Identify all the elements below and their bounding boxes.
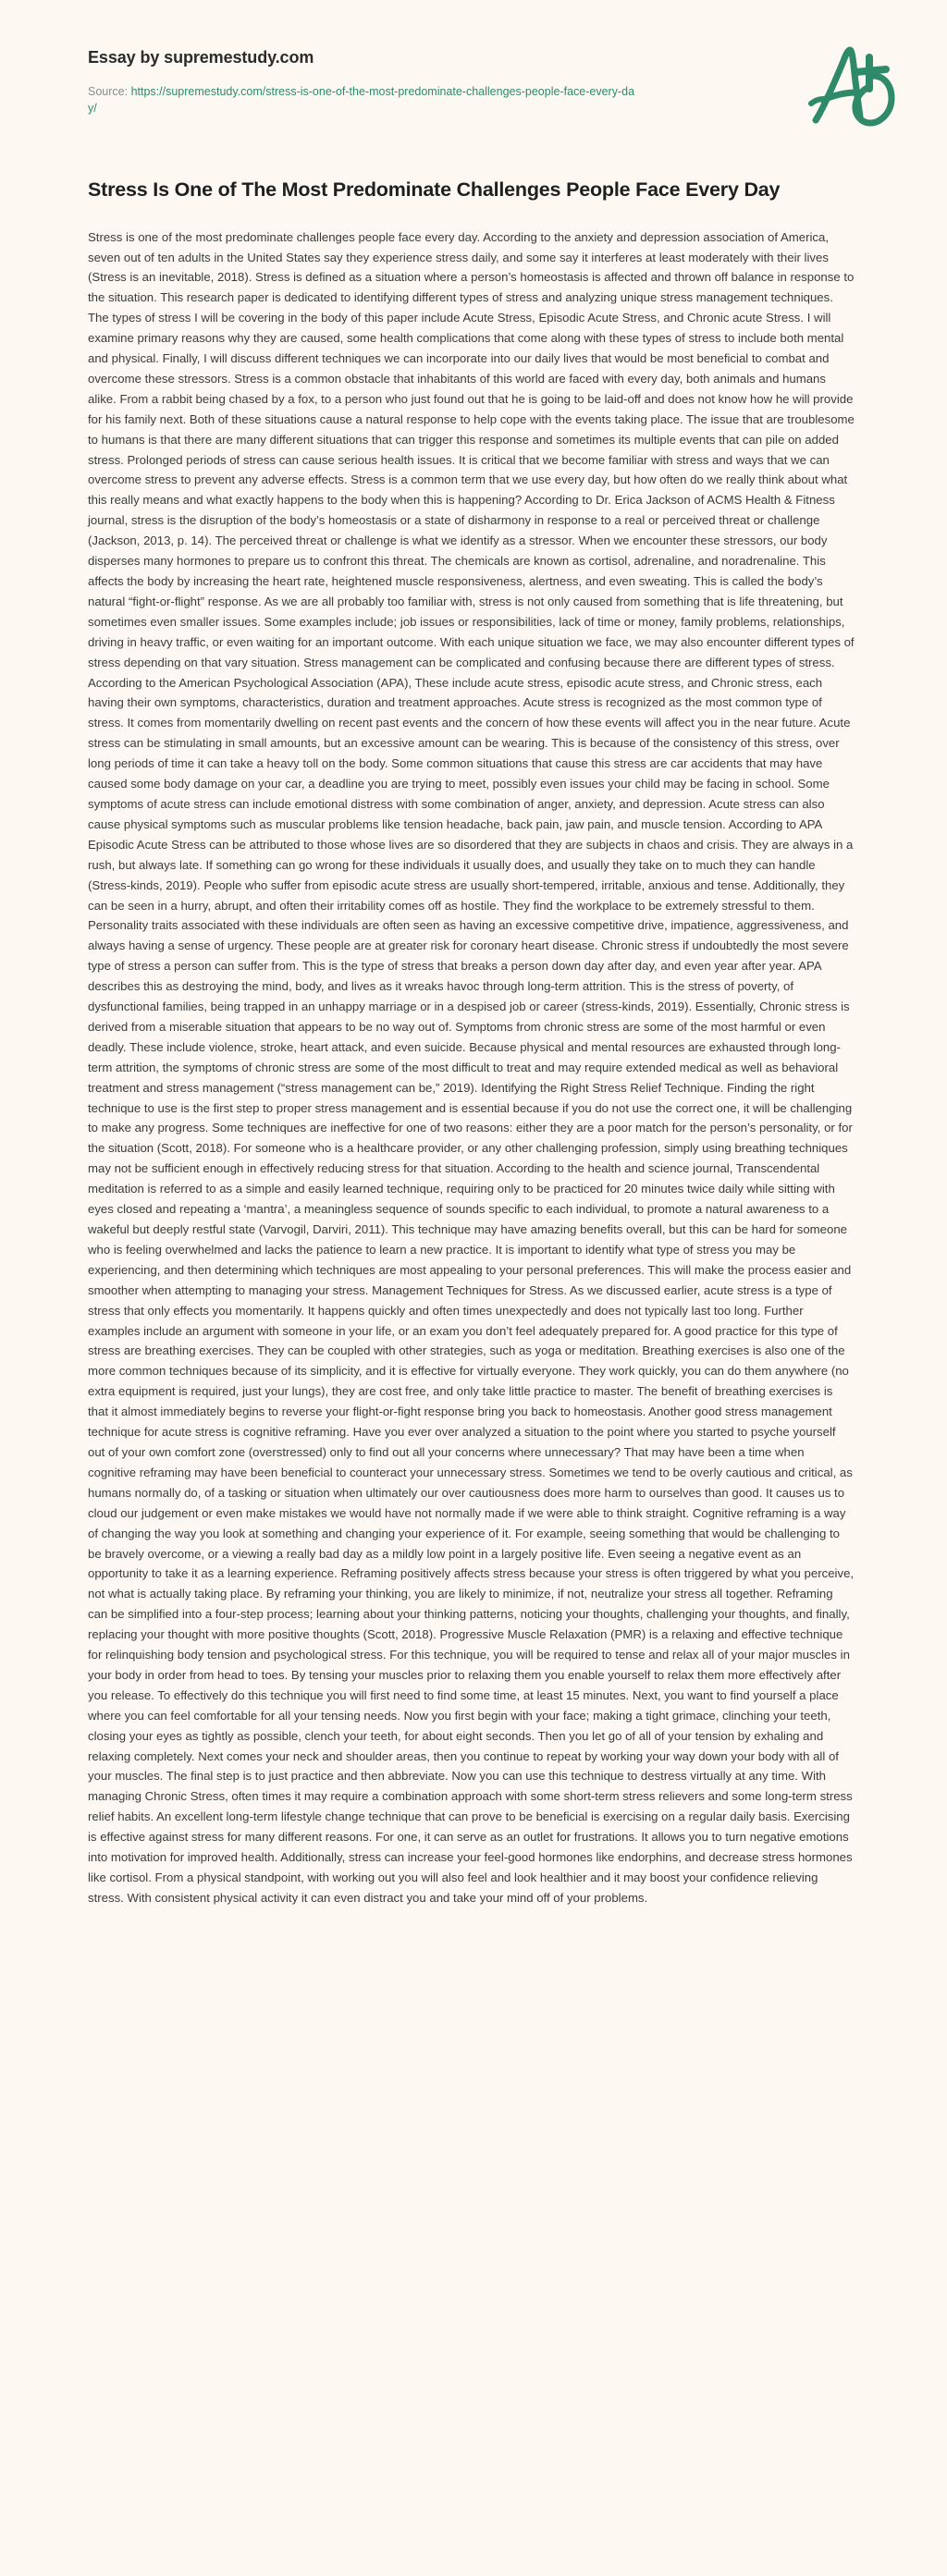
source-line (88, 83, 643, 117)
essay-body (0, 227, 947, 1945)
page-header (0, 0, 947, 117)
page-title: Stress Is One of The Most Predominate Challenges People Face Every Day (88, 178, 781, 201)
a-plus-logo-icon (805, 35, 908, 128)
brand-title: Essay by supremestudy.com (88, 48, 314, 67)
source-label: Source: (88, 84, 129, 98)
source-url-link[interactable]: https://supremestudy.com/stress-is-one-of-the-most-predominate-challenges-people-face-every-day/ (88, 84, 635, 115)
essay-body-paragraph: Stress is one of the most predominate challenges people face every day. According to the anxiety and depression association of America, seven out of ten adults in the United States say they experience stress daily, and some say it interferes at least moderately with their lives (Stress is an inevitable, 2018). Stress is defined as a situation where a person’s homeostasis is affected and thrown off balance in response to the situation. This research paper is dedicated to identifying different types of stress and analyzing unique stress management techniques. The types of stress I will be covering in the body of this paper include Acute Stress, Episodic Acute Stress, and Chronic acute Stress. I will examine primary reasons why they are caused, some health complications that come along with these types of stress to include both mental and physical. Finally, I will discuss different techniques we can incorporate into our daily lives that would be most beneficial to combat and overcome these stressors. Stress is a common obstacle that inhabitants of this world are faced with every day, both animals and humans alike. From a rabbit being chased by a fox, to a person who just found out that he is going to be laid-off and does not know how he will provide for his family next. Both of these situations cause a natural response to help cope with the events taking place. The issue that are troublesome to humans is that there are many different situations that can trigger this response and sometimes its multiple events that can pile on added stress. Prolonged periods of stress can cause serious health issues. It is critical that we become familiar with stress and ways that we can overcome stress to prevent any adverse effects. Stress is a common term that we use every day, but how often do we really think about what this really means and what exactly happens to the body when this is happening? According to Dr. Erica Jackson of ACMS Health & Fitness journal, stress is the disruption of the body’s homeostasis or a state of disharmony in response to a real or perceived threat or challenge (Jackson, 2013, p. 14). The perceived threat or challenge is what we identify as a stressor. When we encounter these stressors, our body disperses many hormones to prepare us to confront this threat. The chemicals are known as cortisol, adrenaline, and noradrenaline. This affects the body by increasing the heart rate, heightened muscle responsiveness, alertness, and even sweating. This is called the body’s natural “fight-or-flight” response. As we are all probably too familiar with, stress is not only caused from something that is life threatening, but sometimes even smaller issues. Some examples include; job issues or responsibilities, lack of time or money, family problems, relationships, driving in heavy traffic, or even waiting for an important outcome. With each unique situation we face, we may also encounter different types of stress depending on that vary situation. Stress management can be complicated and confusing because there are different types of stress. According to the American Psychological Association (APA), These include acute stress, episodic acute stress, and Chronic stress, each having their own symptoms, characteristics, duration and treatment approaches. Acute stress is recognized as the most common type of stress. It comes from momentarily dwelling on recent past events and the concern of how these events will affect you in the near future. Acute stress can be stimulating in small amounts, but an excessive amount can be wearing. This is because of the consistency of this stress, over long periods of time it can take a heavy toll on the body. Some common situations that cause this stress are car accidents that may have caused some body damage on your car, a deadline you are trying to meet, possibly even issues your child may be facing in school. Some symptoms of acute stress can include emotional distress with some combination of anger, anxiety, and depression. Acute stress can also cause physical symptoms such as muscular problems like tension headache, back pain, jaw pain, and muscle tension. According to APA Episodic Acute Stress can be attributed to those whose lives are so disordered that they are subjects in chaos and crisis. They are always in a rush, but always late. If something can go wrong for these individuals it usually does, and usually they take on to much they can handle (Stress-kinds, 2019). People who suffer from episodic acute stress are usually short-tempered, irritable, anxious and tense. Additionally, they can be seen in a hurry, abrupt, and often their irritability comes off as hostile. They find the workplace to be extremely stressful to them. Personality traits associated with these individuals are often seen as having an excessive competitive drive, impatience, aggressiveness, and always having a sense of urgency. These people are at greater risk for coronary heart disease. Chronic stress if undoubtedly the most severe type of stress a person can suffer from. This is the type of stress that breaks a person down day after day, and even year after year. APA describes this as destroying the mind, body, and lives as it wreaks havoc through long-term attrition. This is the stress of poverty, of dysfunctional families, being trapped in an unhappy marriage or in a despised job or career (stress-kinds, 2019). Essentially, Chronic stress is derived from a miserable situation that appears to be no way out of. Symptoms from chronic stress are some of the most harmful or even deadly. These include violence, stroke, heart attack, and even suicide. Because physical and mental resources are exhausted through long-term attrition, the symptoms of chronic stress are some of the most difficult to treat and may require extended medical as well as behavioral treatment and stress management (“stress management can be,” 2019). Identifying the Right Stress Relief Technique. Finding the right technique to use is the first step to proper stress management and is essential because if you do not use the correct one, it will be challenging to make any progress. Some techniques are ineffective for one of two reasons: either they are a poor match for the person’s personality, or for the situation (Scott, 2018). For someone who is a healthcare provider, or any other challenging profession, simply using breathing techniques may not be sufficient enough in effectively reducing stress for that situation. According to the health and science journal, Transcendental meditation is referred to as a simple and easily learned technique, requiring only to be practiced for 20 minutes twice daily while sitting with eyes closed and repeating a ‘mantra’, a meaningless sequence of sounds specific to each individual, to promote a natural awareness to a wakeful but deeply restful state (Varvogil, Darviri, 2011). This technique may have amazing benefits overall, but this can be hard for someone who is feeling overwhelmed and lacks the patience to learn a new practice. It is important to identify what type of stress you may be experiencing, and then determining which techniques are most appealing to your personal preferences. This will make the process easier and smoother when attempting to managing your stress. Management Techniques for Stress. As we discussed earlier, acute stress is a type of stress that only effects you momentarily. It happens quickly and often times unexpectedly and does not typically last too long. Further examples include an argument with someone in your life, or an exam you don’t feel adequately prepared for. A good practice for this type of stress are breathing exercises. They can be coupled with other strategies, such as yoga or meditation. Breathing exercises is also one of the more common techniques because of its simplicity, and it is effective for virtually everyone. They work quickly, you can do them anywhere (no extra equipment is required, just your lungs), they are cost free, and only take little practice to master. The benefit of breathing exercises is that it almost immediately begins to reverse your flight-or-fight response bring you back to homeostasis. Another good stress management technique for acute stress is cognitive reframing. Have you ever over analyzed a situation to the point where you started to psyche yourself out of your own comfort zone (overstressed) only to find out all your concerns where unnecessary? That may have been a time when cognitive reframing may have been beneficial to counteract your unnecessary stress. Sometimes we tend to be overly cautious and critical, as humans normally do, of a tasking or situation when ultimately our over cautiousness does more harm to ourselves than good. It causes us to cloud our judgement or even make mistakes we would have not normally made if we were able to think straight. Cognitive reframing is a way of changing the way you look at something and changing your experience of it. For example, seeing something that would be challenging to be bravely overcome, or a viewing a really bad day as a mildly low point in a largely positive life. Even seeing a negative event as an opportunity to take it as a learning experience. Reframing positively affects stress because your stress is often triggered by what you perceive, not what is actually taking place. By reframing your thinking, you are likely to minimize, if not, neutralize your stress all together. Reframing can be simplified into a four-step process; learning about your thinking patterns, noticing your thoughts, challenging your thoughts, and finally, replacing your thought with more positive thoughts (Scott, 2018). Progressive Muscle Relaxation (PMR) is a relaxing and effective technique for relinquishing body tension and psychological stress. For this technique, you will be required to tense and relax all of your major muscles in your body in order from head to toes. By tensing your muscles prior to relaxing them you enable yourself to relax them more effectively after you release. To effectively do this technique you will first need to find some time, at least 15 minutes. Next, you want to find yourself a place where you can feel comfortable for all your tensing needs. Now you first begin with your face; making a tight grimace, clinching your teeth, closing your eyes as tightly as possible, clench your teeth, for about eight seconds. Then you let go of all of your tension by exhaling and relaxing completely. Next comes your neck and shoulder areas, then you continue to repeat by working your way down your body with all of your muscles. The final step is to just practice and then abbreviate. Now you can use this technique to destress virtually at any time. With managing Chronic Stress, often times it may require a combination approach with some short-term stress relievers and some long-term stress relief habits. An excellent long-term lifestyle change technique that can prove to be beneficial is exercising on a regular daily basis. Exercising is effective against stress for many different reasons. For one, it can serve as an outlet for frustrations. It allows you to turn negative emotions into motivation for improved health. Additionally, stress can increase your feel-good hormones like endorphins, and decrease stress hormones like cortisol. From a physical standpoint, with working out you will also feel and look healthier and it may boost your confidence relieving stress. With consistent physical activity it can even distract you and take your mind off of your problems. (88, 229, 855, 1905)
